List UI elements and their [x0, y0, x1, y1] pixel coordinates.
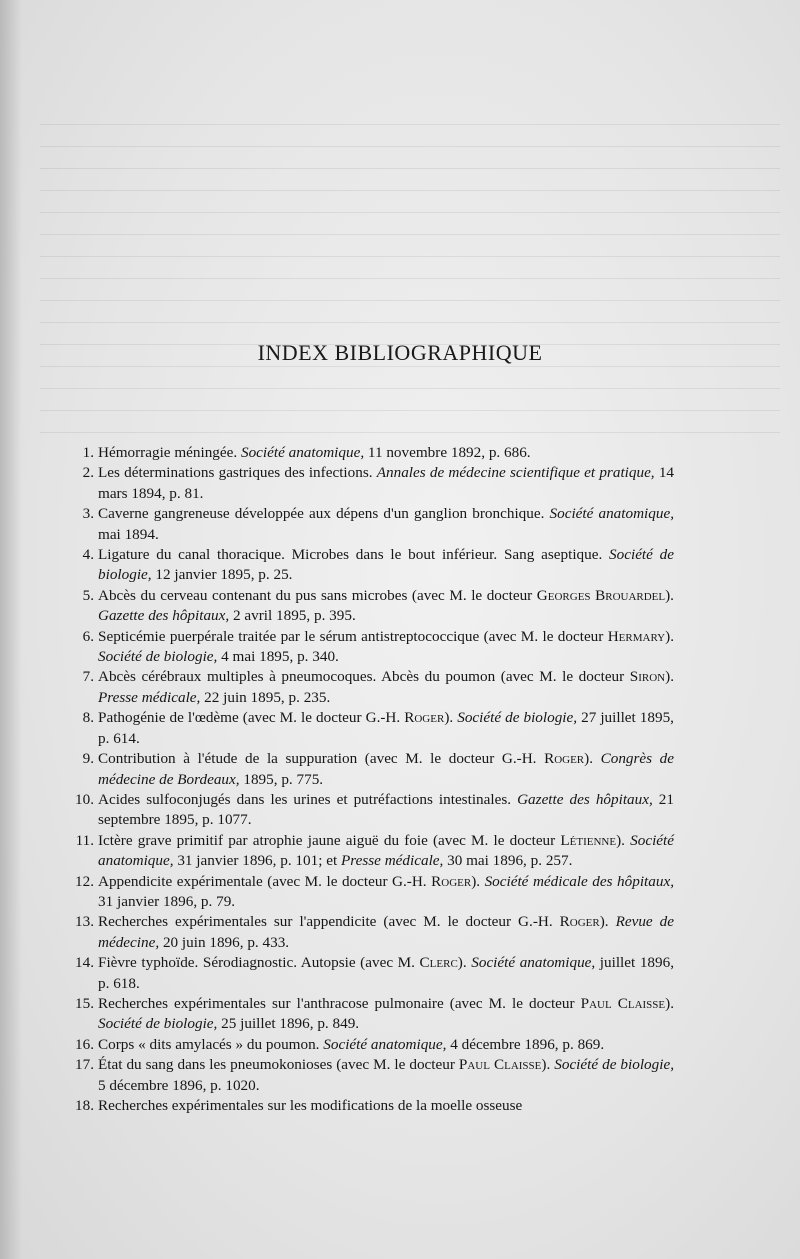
entry-text: ). [444, 709, 458, 727]
bibliography-entry [74, 667, 674, 708]
source-publication: Société anatomique, [98, 831, 674, 870]
entry-number: 11. [75, 831, 94, 849]
bibliography-entry [74, 504, 674, 545]
source-publication: Revue de médecine, [98, 913, 674, 951]
bibliography-entry [74, 831, 674, 872]
entry-number: 7. [82, 668, 94, 686]
entry-number: 15. [75, 994, 94, 1012]
entry-text: ). [584, 750, 601, 768]
entry-text: ). [599, 913, 616, 931]
entry-text: 27 juillet 1895, p. 614. [98, 709, 674, 747]
source-publication: Société anatomique, [549, 505, 674, 523]
entry-text: ). [665, 994, 674, 1012]
entry-text: 20 juin 1896, p. 433. [159, 933, 290, 951]
entry-text: Pathogénie de l'œdème (avec M. le docteur G.-H. [98, 709, 405, 727]
entry-text: Recherches expérimentales sur les modifications de la moelle osseuse [98, 1097, 523, 1114]
bibliography-list [74, 443, 674, 1116]
source-publication: Gazette des hôpitaux, [517, 790, 653, 808]
entry-number: 1. [82, 444, 94, 461]
source-publication: Société de biologie, [554, 1056, 674, 1074]
source-publication: Société de biologie, [457, 709, 578, 727]
entry-number: 3. [82, 505, 94, 523]
bibliography-entry [74, 1035, 674, 1055]
coauthor-name: Georges Brouardel [536, 586, 666, 604]
coauthor-name: Roger [404, 709, 445, 727]
bibliography-entry [74, 443, 674, 463]
bibliography-entry [74, 1055, 674, 1096]
entry-number: 13. [75, 913, 94, 931]
entry-text: ). [541, 1056, 555, 1074]
entry-text: 25 juillet 1896, p. 849. [217, 1015, 360, 1033]
source-publication: Congrès de médecine de Bordeaux, [98, 750, 674, 788]
entry-number: 17. [75, 1056, 94, 1074]
entry-number: 14. [75, 954, 94, 972]
entry-text: 31 janvier 1896, p. 79. [98, 892, 236, 910]
entry-text: Ictère grave primitif par atrophie jaune aiguë du foie (avec M. le docteur [98, 831, 561, 849]
entry-text: mai 1894. [98, 525, 159, 543]
coauthor-name: Paul Claisse [580, 994, 666, 1012]
entry-number: 9. [82, 750, 94, 768]
source-publication: Presse médicale, [340, 852, 444, 870]
entry-text: 5 décembre 1896, p. 1020. [98, 1076, 260, 1094]
entry-text: ). [616, 831, 631, 849]
entry-text: 30 mai 1896, p. 257. [443, 852, 573, 870]
entry-text: 12 janvier 1895, p. 25. [151, 566, 293, 584]
entry-text: ). [665, 586, 674, 604]
entry-text: 11 novembre 1892, p. 686. [364, 444, 531, 461]
source-publication: Société médicale des hôpitaux, [484, 872, 674, 890]
bibliography-entry [74, 994, 674, 1035]
bibliography-entry [74, 953, 674, 994]
entry-text: Hémorragie méningée. [98, 444, 241, 461]
entry-text: Caverne gangreneuse développée aux dépens d'un ganglion bronchique. [98, 505, 550, 523]
source-publication: Société de biologie, [98, 648, 218, 666]
entry-number: 16. [75, 1035, 94, 1053]
coauthor-name: Roger [431, 872, 472, 890]
entry-text: Acides sulfoconjugés dans les urines et putréfactions intestinales. [98, 790, 518, 808]
entry-number: 4. [82, 546, 94, 564]
bibliography-entry [74, 749, 674, 790]
coauthor-name: Létienne [560, 831, 617, 849]
entry-text: Abcès du cerveau contenant du pus sans microbes (avec M. le docteur [98, 586, 537, 604]
coauthor-name: Roger [544, 750, 585, 768]
coauthor-name: Clerc [419, 954, 458, 972]
entry-text: ). [665, 668, 674, 686]
source-publication: Société anatomique, [240, 444, 365, 461]
bibliography-entry [74, 1096, 674, 1116]
bibliography-entry [74, 708, 674, 749]
entry-text: juillet 1896, p. 618. [98, 954, 674, 992]
source-publication: Société de biologie, [98, 1015, 218, 1033]
entry-text: Appendicite expérimentale (avec M. le docteur G.-H. [98, 872, 432, 890]
entry-text: Les déterminations gastriques des infections. [98, 464, 377, 482]
coauthor-name: Siron [629, 668, 666, 686]
source-publication: Presse médicale, [98, 688, 201, 706]
entry-text: 2 avril 1895, p. 395. [229, 607, 356, 625]
entry-text: Ligature du canal thoracique. Microbes dans le bout inférieur. Sang aseptique. [98, 546, 610, 564]
entry-text: 4 mai 1895, p. 340. [217, 648, 339, 666]
entry-text: ). [457, 954, 472, 972]
entry-text: 31 janvier 1896, p. 101; et [173, 852, 341, 870]
source-publication: Société anatomique, [323, 1035, 447, 1053]
bibliography-entry [74, 872, 674, 913]
page-title: INDEX BIBLIOGRAPHIQUE [257, 340, 543, 365]
bibliography-entry [74, 790, 674, 831]
coauthor-name: Hermary [607, 627, 666, 645]
entry-text: ). [471, 872, 485, 890]
bibliography-entry [74, 545, 674, 586]
coauthor-name: Paul Claisse [458, 1056, 542, 1074]
entry-number: 12. [75, 872, 94, 890]
entry-text: 1895, p. 775. [239, 770, 324, 788]
entry-number: 5. [82, 586, 94, 604]
show-through-texture [40, 110, 780, 450]
entry-text: 14 mars 1894, p. 81. [98, 464, 675, 502]
entry-number: 8. [82, 709, 94, 727]
entry-text: Contribution à l'étude de la suppuration (avec M. le docteur G.-H. [98, 750, 545, 768]
bibliography-entry [74, 627, 674, 668]
bibliography-entry [74, 912, 674, 953]
source-publication: Société anatomique, [471, 954, 596, 972]
entry-number: 2. [82, 464, 94, 482]
entry-text: Recherches expérimentales sur l'appendicite (avec M. le docteur G.-H. [98, 913, 560, 931]
entry-number: 6. [82, 627, 94, 645]
coauthor-name: Roger [559, 913, 600, 931]
entry-text: Fièvre typhoïde. Sérodiagnostic. Autopsie (avec M. [98, 954, 420, 972]
source-publication: Annales de médecine scientifique et pratique, [376, 464, 655, 482]
entry-text: État du sang dans les pneumokonioses (avec M. le docteur [98, 1056, 459, 1074]
source-publication: Société de biologie, [98, 546, 675, 584]
entry-text: Septicémie puerpérale traitée par le sérum antistreptococcique (avec M. le docteur [98, 627, 608, 645]
entry-number: 10. [75, 790, 94, 808]
entry-number: 18. [75, 1097, 94, 1114]
bibliography-entry [74, 463, 674, 504]
entry-text: 21 septembre 1895, p. 1077. [98, 790, 674, 829]
entry-text: Corps « dits amylacés » du poumon. [98, 1035, 324, 1053]
binding-shadow [0, 0, 22, 1259]
entry-text: 4 décembre 1896, p. 869. [446, 1035, 605, 1053]
entry-text: Abcès cérébraux multiples à pneumocoques. Abcès du poumon (avec M. le docteur [98, 668, 630, 686]
entry-text: 22 juin 1895, p. 235. [200, 688, 331, 706]
source-publication: Gazette des hôpitaux, [98, 607, 230, 625]
entry-text: Recherches expérimentales sur l'anthracose pulmonaire (avec M. le docteur [98, 994, 581, 1012]
bibliography-entry [74, 586, 674, 627]
entry-text: ). [665, 627, 674, 645]
